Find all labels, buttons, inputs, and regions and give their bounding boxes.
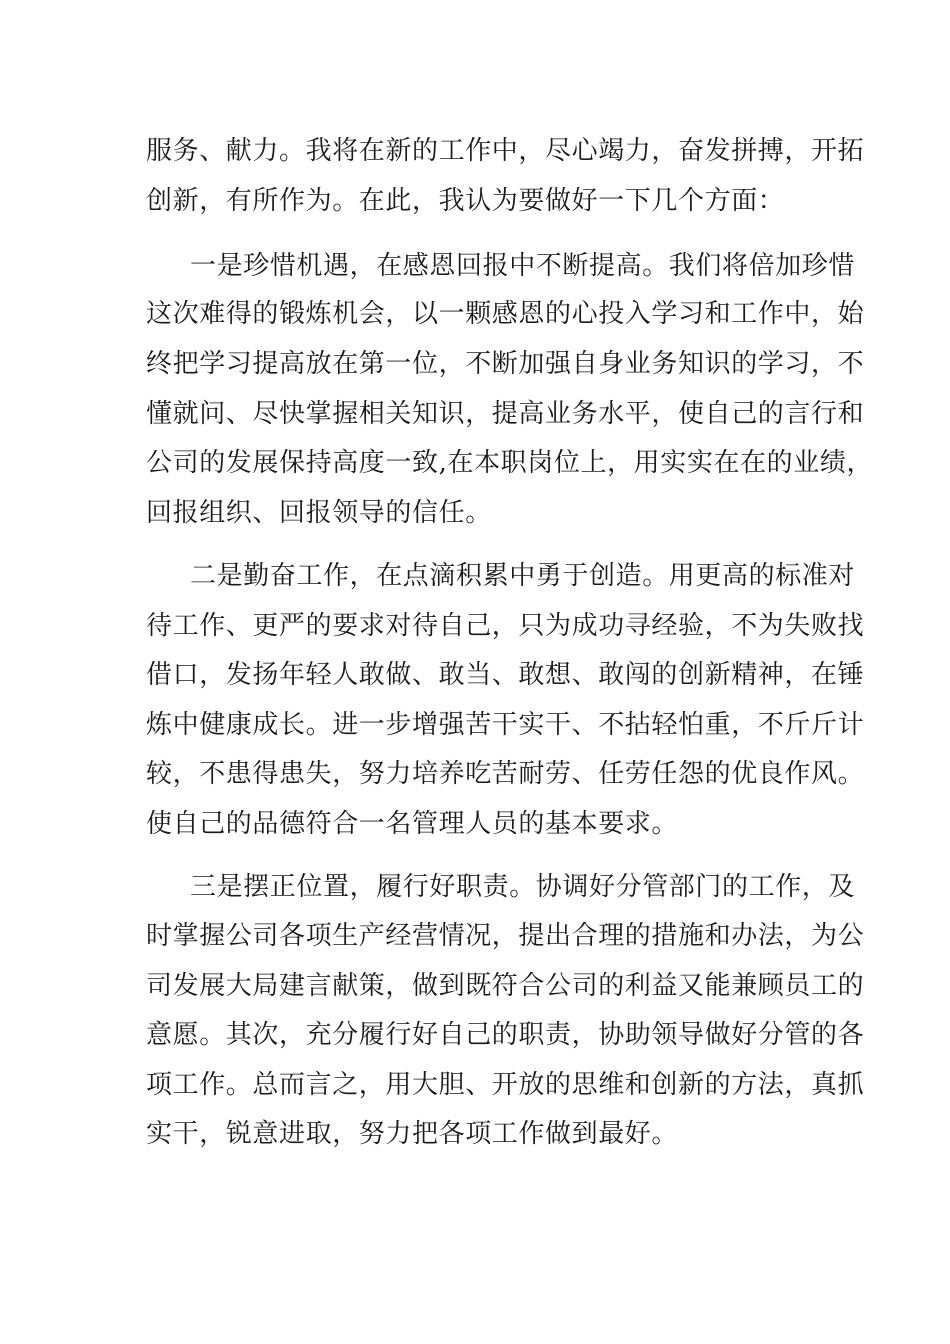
text-line: 司发展大局建言献策，做到既符合公司的利益又能兼顾员工的 (146, 971, 865, 1001)
text-line: 较，不患得患失，努力培养吃苦耐劳、任劳任怨的优良作风。 (146, 759, 865, 789)
text-line: 终把学习提高放在第一位，不断加强自身业务知识的学习，不 (146, 349, 865, 379)
paragraph-3-first-line: 三是摆正位置，履行好职责。协调好分管部门的工作，及 (190, 872, 856, 902)
paragraph-1-first-line: 一是珍惜机遇，在感恩回报中不断提高。我们将倍加珍惜 (190, 251, 856, 281)
text-line: 创新，有所作为。在此，我认为要做好一下几个方面： (146, 186, 785, 216)
text-line: 意愿。其次，充分履行好自己的职责，协助领导做好分管的各 (146, 1020, 865, 1050)
text-line: 回报组织、回报领导的信任。 (146, 498, 492, 528)
text-line: 炼中健康成长。进一步增强苦干实干、不拈轻怕重，不斤斤计 (146, 710, 865, 740)
text-line: 使自己的品德符合一名管理人员的基本要求。 (146, 809, 679, 839)
text-line: 待工作、更严的要求对待自己，只为成功寻经验，不为失败找 (146, 611, 865, 641)
text-line: 项工作。总而言之，用大胆、开放的思维和创新的方法，真抓 (146, 1070, 865, 1100)
text-line: 时掌握公司各项生产经营情况，提出合理的措施和办法，为公 (146, 921, 865, 951)
text-line: 实干，锐意进取，努力把各项工作做到最好。 (146, 1119, 679, 1149)
text-line: 公司的发展保持高度一致,在本职岗位上，用实实在在的业绩， (146, 448, 874, 478)
paragraph-2-first-line: 二是勤奋工作，在点滴积累中勇于创造。用更高的标准对 (190, 561, 856, 591)
text-line: 这次难得的锻炼机会，以一颗感恩的心投入学习和工作中，始 (146, 299, 865, 329)
text-line: 懂就问、尽快掌握相关知识，提高业务水平，使自己的言行和 (146, 399, 865, 429)
text-line: 服务、献力。我将在新的工作中，尽心竭力，奋发拼搏，开拓 (146, 136, 865, 166)
text-line: 借口，发扬年轻人敢做、敢当、敢想、敢闯的创新精神，在锤 (146, 660, 865, 690)
